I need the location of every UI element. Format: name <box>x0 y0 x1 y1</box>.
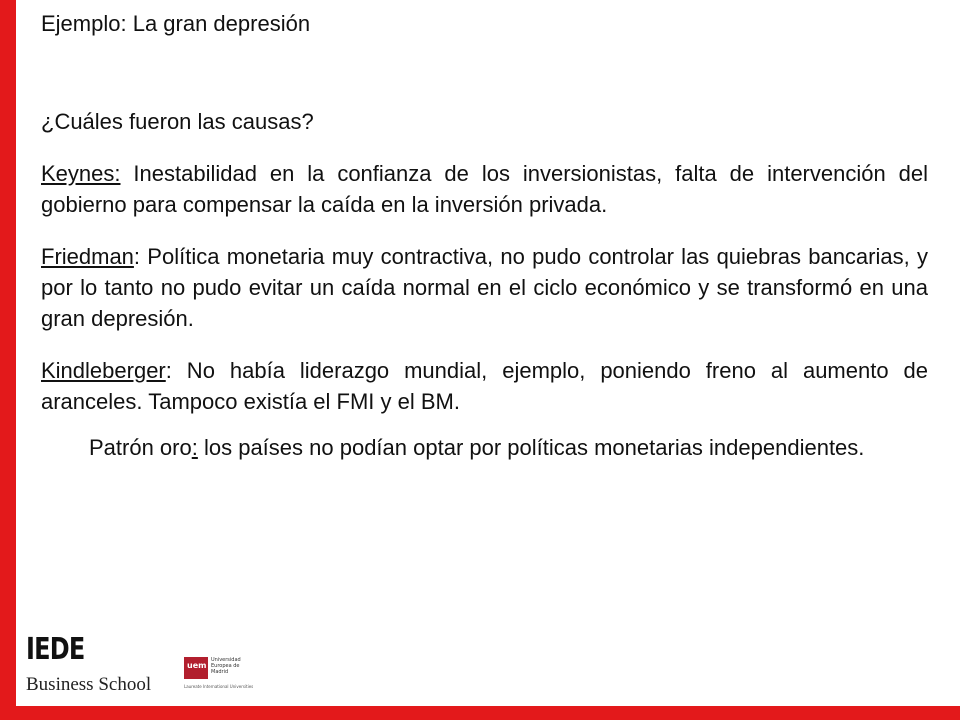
friedman-text: : Política monetaria muy contractiva, no pudo controlar las quiebras bancarias, y por lo tanto no pudo evitar un caída normal en el ciclo económico y se transformó en una gran depresión. <box>41 244 928 331</box>
kindleberger-name: Kindleberger <box>41 358 166 383</box>
ue-logo-text: Universidad Europea de Madrid <box>211 657 241 675</box>
question-text: ¿Cuáles fueron las causas? <box>41 109 314 134</box>
slide-title: Ejemplo: La gran depresión <box>41 11 311 36</box>
ue-mark-text: uem <box>187 661 207 670</box>
friedman-name: Friedman <box>41 244 134 269</box>
ue-mark-icon <box>184 657 208 679</box>
keynes-text: Inestabilidad en la confianza de los inversionistas, falta de intervención del gobierno para compensar la caída en la inversión privada. <box>41 161 928 217</box>
kindleberger-paragraph <box>41 355 928 417</box>
bottom-accent-bar <box>0 706 960 720</box>
kindleberger-text: : No había liderazgo mundial, ejemplo, poniendo freno al aumento de aranceles. Tampoco existía el FMI y el BM. <box>41 358 928 414</box>
friedman-paragraph <box>41 241 928 334</box>
slide-body <box>41 106 928 463</box>
left-accent-bar <box>0 0 16 720</box>
patron-oro-paragraph <box>41 432 928 463</box>
business-school-label: Business School <box>26 674 152 695</box>
patron-oro-colon: : <box>191 435 198 460</box>
keynes-name: Keynes: <box>41 161 121 186</box>
patron-oro-text: los países no podían optar por políticas monetarias independientes. <box>197 435 865 460</box>
footer-logos <box>16 632 256 704</box>
keynes-paragraph <box>41 158 928 220</box>
iede-logo: IEDE <box>26 632 85 667</box>
universidad-europea-logo <box>184 657 254 693</box>
patron-oro-name: Patrón oro <box>89 435 192 460</box>
ue-logo-subtext: Laureate International Universities <box>184 684 254 689</box>
